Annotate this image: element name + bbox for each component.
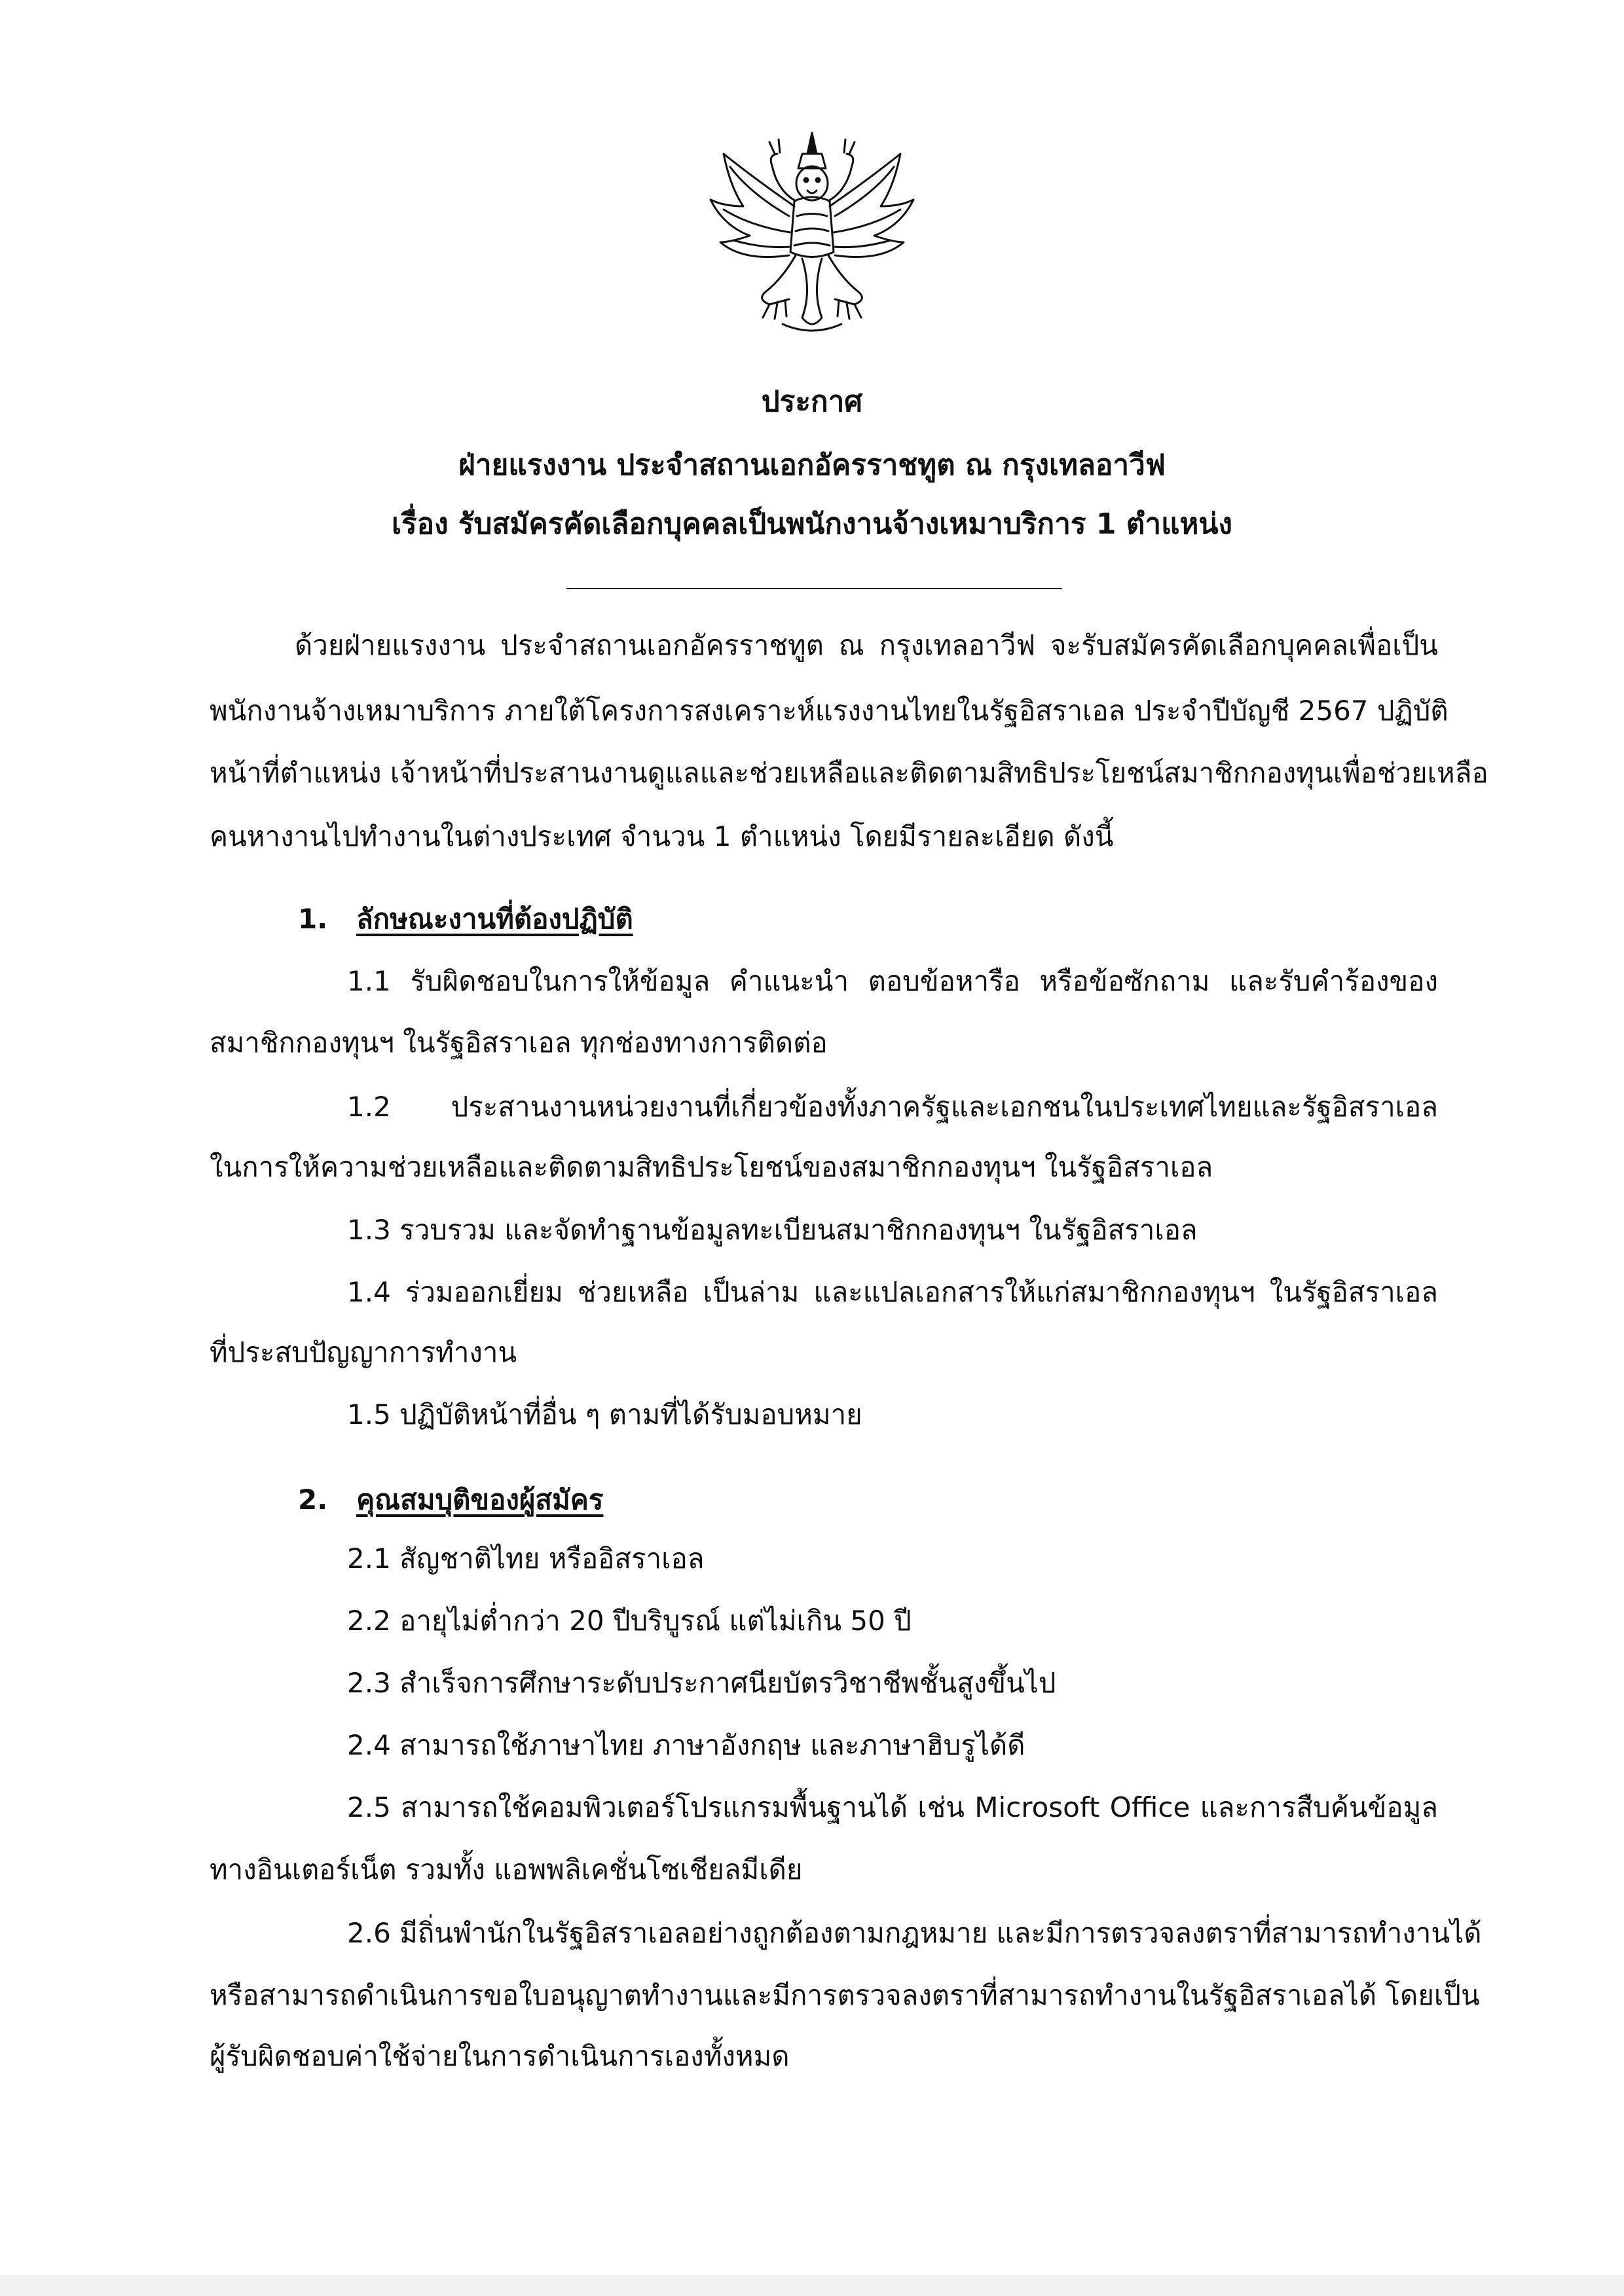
section-1-line: 1.5 ปฏิบัติหน้าที่อื่น ๆ ตามที่ได้รับมอบหมาย (347, 1398, 862, 1430)
header-divider (566, 588, 1062, 589)
section-1-number: 1. (298, 903, 328, 935)
intro-line: หน้าที่ตำแหน่ง เจ้าหน้าที่ประสานงานดูแลและช่วยเหลือและติดตามสิทธิประโยชน์สมาชิกกองทุนเพื่อช่วยเหลือ (210, 757, 1488, 789)
section-2-line: 2.2 อายุไม่ต่ำกว่า 20 ปีบริบูรณ์ แต่ไม่เกิน 50 ปี (347, 1605, 912, 1637)
section-2-line: หรือสามารถดำเนินการขอใบอนุญาตทำงานและมีการตรวจลงตราที่สามารถทำงานในรัฐอิสราเอลได้ โดยเป็น (210, 1979, 1480, 2011)
section-1-title: ลักษณะงานที่ต้องปฏิบัติ (356, 903, 633, 935)
announcement-title: ประกาศ (761, 385, 863, 418)
section-2-number: 2. (298, 1484, 328, 1516)
section-1-line: 1.1 รับผิดชอบในการให้ข้อมูล คำแนะนำ ตอบข้อหารือ หรือข้อซักถาม และรับคำร้องของ (347, 965, 1438, 997)
section-2-line: 2.4 สามารถใช้ภาษาไทย ภาษาอังกฤษ และภาษาฮิบรูได้ดี (347, 1729, 1025, 1761)
section-1-line: 1.4 ร่วมออกเยี่ยม ช่วยเหลือ เป็นล่าม และแปลเอกสารให้แก่สมาชิกกองทุนฯ ในรัฐอิสราเอล (347, 1276, 1438, 1308)
intro-line: ด้วยฝ่ายแรงงาน ประจำสถานเอกอัครราชทูต ณ กรุงเทลอาวีฟ จะรับสมัครคัดเลือกบุคคลเพื่อเป็น (295, 629, 1438, 661)
section-1-line: ในการให้ความช่วยเหลือและติดตามสิทธิประโยชน์ของสมาชิกกองทุนฯ ในรัฐอิสราเอล (210, 1151, 1213, 1183)
section-2-line: ผู้รับผิดชอบค่าใช้จ่ายในการดำเนินการเองทั้งหมด (210, 2040, 790, 2072)
scan-edge-shade (0, 2275, 1624, 2296)
section-1-line: สมาชิกกองทุนฯ ในรัฐอิสราเอล ทุกช่องทางการติดต่อ (210, 1027, 828, 1059)
announcement-agency: ฝ่ายแรงงาน ประจำสถานเอกอัครราชทูต ณ กรุงเทลอาวีฟ (458, 448, 1166, 482)
section-1-heading (298, 905, 633, 933)
section-2-line: ทางอินเตอร์เน็ต รวมทั้ง แอพพลิเคชั่นโซเชียลมีเดีย (210, 1853, 803, 1886)
section-2-title: คุณสมบุติของผู้สมัคร (356, 1484, 604, 1516)
garuda-emblem-icon (704, 128, 920, 340)
section-2-line: 2.6 มีถิ่นพำนักในรัฐอิสราเอลอย่างถูกต้องตามกฎหมาย และมีการตรวจลงตราที่สามารถทำงานได้ (347, 1917, 1482, 1949)
intro-line: พนักงานจ้างเหมาบริการ ภายใต้โครงการสงเคราะห์แรงงานไทยในรัฐอิสราเอล ประจำปีบัญชี 2567 ปฏิบัติ (210, 695, 1449, 727)
section-1-line: 1.2 ประสานงานหน่วยงานที่เกี่ยวข้องทั้งภาครัฐและเอกชนในประเทศไทยและรัฐอิสราเอล (347, 1091, 1438, 1123)
section-2-line: 2.1 สัญชาติไทย หรืออิสราเอล (347, 1542, 705, 1575)
section-2-line: 2.5 สามารถใช้คอมพิวเตอร์โปรแกรมพื้นฐานได้ เช่น Microsoft Office และการสืบค้นข้อมูล (347, 1791, 1438, 1823)
intro-line: คนหางานไปทำงานในต่างประเทศ จำนวน 1 ตำแหน่ง โดยมีรายละเอียด ดังนี้ (210, 820, 1114, 852)
section-1-line: ที่ประสบปัญญาการทำงาน (210, 1336, 517, 1368)
announcement-subject: เรื่อง รับสมัครคัดเลือกบุคคลเป็นพนักงานจ้างเหมาบริการ 1 ตำแหน่ง (392, 507, 1232, 541)
section-2-line: 2.3 สำเร็จการศึกษาระดับประกาศนียบัตรวิชาชีพชั้นสูงขึ้นไป (347, 1667, 1056, 1699)
section-1-line: 1.3 รวบรวม และจัดทำฐานข้อมูลทะเบียนสมาชิกกองทุนฯ ในรัฐอิสราเอล (347, 1214, 1198, 1246)
section-2-heading (298, 1486, 603, 1514)
